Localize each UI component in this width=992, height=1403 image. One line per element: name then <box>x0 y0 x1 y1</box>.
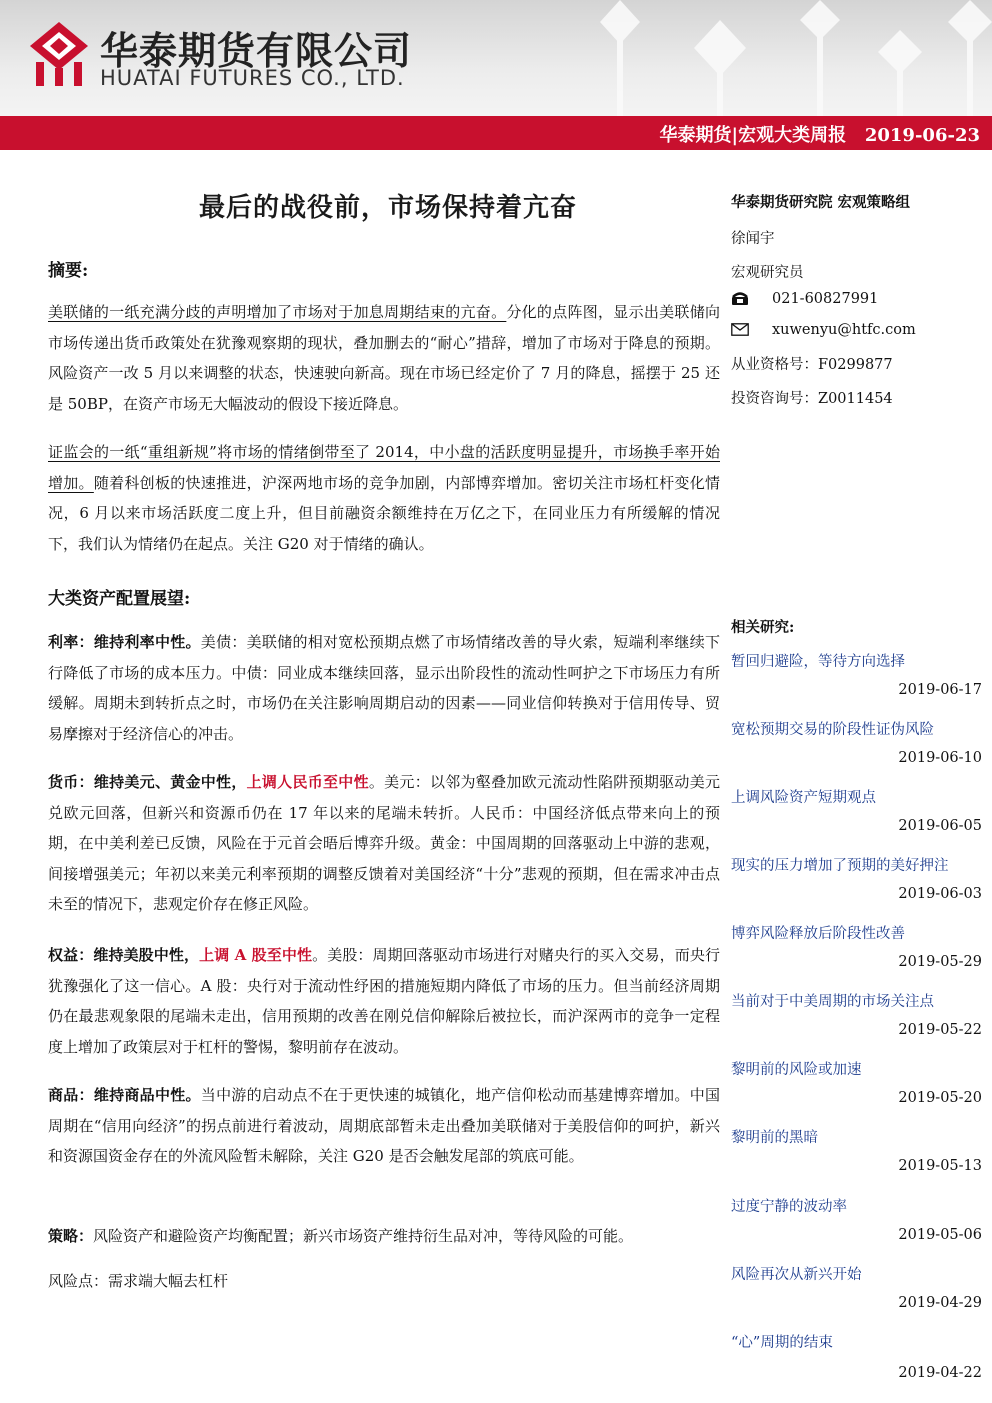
header-band <box>0 0 992 116</box>
fx-paragraph <box>48 767 720 920</box>
license-number: 从业资格号：F0299877 <box>731 357 893 373</box>
equity-upgrade: 上调 A 股至中性 <box>199 946 313 964</box>
company-logo-icon <box>30 22 88 86</box>
related-link[interactable]: 现实的压力增加了预期的美好押注 <box>731 858 949 874</box>
related-link[interactable]: 黎明前的黑暗 <box>731 1130 818 1146</box>
outlook-heading: 大类资产配置展望: <box>48 589 191 609</box>
summary-paragraph-2 <box>48 437 720 559</box>
related-date: 2019-05-13 <box>898 1158 982 1174</box>
related-link[interactable]: 过度宁静的波动率 <box>731 1199 847 1215</box>
equity-text: 。美股：周期回落驱动市场进行对赌央行的买入交易，而央行犹豫强化了这一信心。A 股：央行对于流动性纾困的措施短期内降低了市场的压力。但当前经济周期仍在最悲观象限的尾端未走出，信用预期的改善在刚兑信仰解除后被拉长，而沪深两市的竞争一定程度上增加了政策层对于杠杆的警惕，黎明前存在波动。 <box>48 946 720 1056</box>
strategy-paragraph <box>48 1221 720 1252</box>
institute-name: 华泰期货研究院 宏观策略组 <box>731 194 911 211</box>
analyst-phone: 021-60827991 <box>772 291 879 307</box>
rates-label: 利率：维持利率中性。 <box>48 633 201 651</box>
related-date: 2019-05-22 <box>898 1022 982 1038</box>
related-link[interactable]: 暂回归避险，等待方向选择 <box>731 654 905 670</box>
summary-p1-key-sentence: 美联储的一纸充满分歧的声明增加了市场对于加息周期结束的亢奋。 <box>48 303 507 321</box>
related-date: 2019-06-05 <box>898 818 982 834</box>
advisory-number: 投资咨询号：Z0011454 <box>731 391 893 407</box>
strategy-label: 策略： <box>48 1227 94 1245</box>
commodity-label: 商品：维持商品中性。 <box>48 1086 201 1104</box>
related-date: 2019-06-17 <box>898 682 982 698</box>
analyst-name: 徐闻宇 <box>731 231 775 247</box>
related-date: 2019-04-22 <box>898 1365 982 1381</box>
related-date: 2019-05-29 <box>898 954 982 970</box>
summary-heading: 摘要: <box>48 261 89 281</box>
report-title: 最后的战役前，市场保持着亢奋 <box>198 193 577 223</box>
mail-icon <box>731 323 749 336</box>
related-date: 2019-04-29 <box>898 1295 982 1311</box>
related-date: 2019-06-03 <box>898 886 982 902</box>
fx-label: 货币：维持美元、黄金中性， <box>48 773 247 791</box>
related-date: 2019-05-20 <box>898 1090 982 1106</box>
analyst-email[interactable]: xuwenyu@htfc.com <box>772 322 916 338</box>
fx-text: 。美元：以邻为壑叠加欧元流动性陷阱预期驱动美元兑欧元回落，但新兴和资源币仍在 17 年以来的尾端未转折。人民币：中国经济低点带来向上的预期，在中美利差已反馈，风险在于元首会晤后博弈升级。黄金：中国周期的回落驱动上中游的悲观，间接增强美元；年初以来美元利率预期的调整反馈着对美国经济“十分”悲观的预期，但在需求冲击点未至的情况下，悲观定价存在修正风险。 <box>48 773 720 913</box>
related-link[interactable]: 上调风险资产短期观点 <box>731 790 876 806</box>
related-date: 2019-05-06 <box>898 1227 982 1243</box>
related-link[interactable]: 风险再次从新兴开始 <box>731 1267 862 1283</box>
commodity-paragraph <box>48 1080 720 1172</box>
rates-paragraph <box>48 627 720 749</box>
company-name-en: HUATAI FUTURES CO., LTD. <box>100 66 405 90</box>
report-banner-text: 华泰期货|宏观大类周报 2019-06-23 <box>659 125 980 146</box>
company-name-cn: 华泰期货有限公司 <box>100 29 413 73</box>
rates-text: 美债：美联储的相对宽松预期点燃了市场情绪改善的导火索，短端利率继续下行降低了市场的成本压力。中债：同业成本继续回落，显示出阶段性的流动性呵护之下市场压力有所缓解。周期未到转折点之时，市场仍在关注影响周期启动的因素——同业信仰转换对于信用传导、贸易摩擦对于经济信心的冲击。 <box>48 633 720 743</box>
equity-label: 权益：维持美股中性， <box>48 946 200 964</box>
commodity-text: 当中游的启动点不在于更快速的城镇化，地产信仰松动而基建博弈增加。中国周期在“信用向经济”的拐点前进行着波动，周期底部暂未走出叠加美联储对于美股信仰的呵护，新兴和资源国资金存在的外流风险暂未解除，关注 G20 是否会触发尾部的筑底可能。 <box>48 1086 720 1165</box>
related-link[interactable]: 当前对于中美周期的市场关注点 <box>731 994 934 1010</box>
related-link[interactable]: 宽松预期交易的阶段性证伪风险 <box>731 722 934 738</box>
related-link[interactable]: 博弈风险释放后阶段性改善 <box>731 926 905 942</box>
related-date: 2019-06-10 <box>898 750 982 766</box>
related-research-heading: 相关研究: <box>731 619 795 636</box>
summary-p2-text: 随着科创板的快速推进，沪深两地市场的竞争加剧，内部博弈增加。密切关注市场杠杆变化情况，6 月以来市场活跃度二度上升，但目前融资余额维持在万亿之下，在同业压力有所缓解的情况下，我们认为情绪仍在起点。关注 G20 对于情绪的确认。 <box>48 473 720 553</box>
strategy-text: 风险资产和避险资产均衡配置；新兴市场资产维持衍生品对冲，等待风险的可能。 <box>93 1227 634 1245</box>
summary-p1-text: 分化的点阵图，显示出美联储向市场传递出货币政策处在犹豫观察期的现状，叠加删去的“耐心”措辞，增加了市场对于降息的预期。风险资产一改 5 月以来调整的状态，快速驶向新高。现在市场已经定价了 7 月的降息，摇摆于 25 还是 50BP，在资产市场无大幅波动的假设下接近降息。 <box>48 303 720 413</box>
analyst-role: 宏观研究员 <box>731 265 804 281</box>
risk-point: 风险点：需求端大幅去杠杆 <box>48 1272 229 1290</box>
summary-paragraph-1 <box>48 297 720 419</box>
fx-upgrade: 上调人民币至中性 <box>246 773 369 791</box>
phone-icon <box>731 292 749 306</box>
related-link[interactable]: 黎明前的风险或加速 <box>731 1062 862 1078</box>
equity-paragraph <box>48 940 720 1062</box>
summary-p2-key-sentence: 证监会的一纸“重组新规”将市场的情绪倒带至了 2014，中小盘的活跃度明显提升，市场换手率开始增加。 <box>48 443 720 492</box>
report-banner <box>0 116 992 150</box>
related-link[interactable]: “心”周期的结束 <box>731 1335 833 1351</box>
decorative-shapes <box>600 0 992 116</box>
